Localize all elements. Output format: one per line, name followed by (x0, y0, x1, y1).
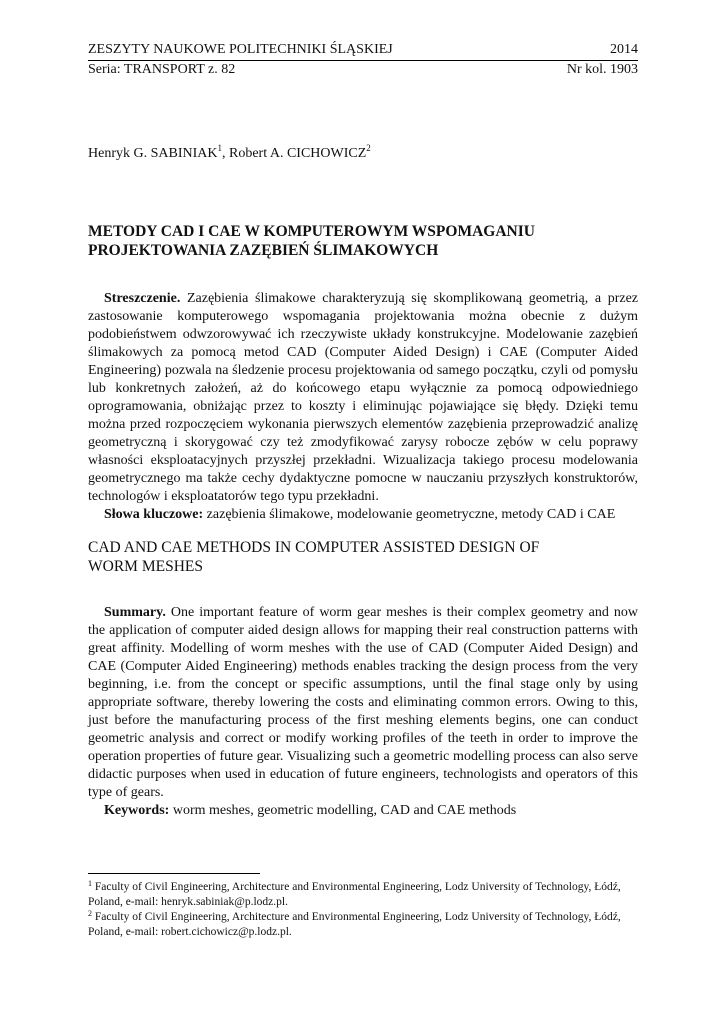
title-polish-line-1: METODY CAD I CAE W KOMPUTEROWYM WSPOMAGANIU (88, 223, 535, 240)
footnote-2 (88, 910, 638, 940)
keywords-english-text: worm meshes, geometric modelling, CAD and CAE methods (172, 803, 517, 818)
title-english-line-1: CAD AND CAE METHODS IN COMPUTER ASSISTED DESIGN OF (88, 539, 540, 556)
running-header-top (88, 42, 638, 58)
journal-series: Seria: TRANSPORT z. 82 (88, 62, 236, 77)
title-polish (88, 222, 638, 260)
author-2: Robert A. CICHOWICZ (229, 146, 367, 161)
author-separator: , (222, 146, 229, 161)
footnote-1-text: Faculty of Civil Engineering, Architecture and Environmental Engineering, Lodz University of Technology, Łódź, Poland, e-mail: henryk.sabiniak@p.lodz.pl. (88, 881, 621, 908)
abstract-polish-body (88, 290, 638, 506)
author-line (88, 143, 371, 162)
author-2-footnote-mark: 2 (366, 143, 371, 153)
keywords-english (88, 802, 638, 820)
abstract-polish (88, 290, 638, 524)
abstract-english-body (88, 604, 638, 802)
footnote-1 (88, 880, 638, 910)
keywords-english-label: Keywords: (104, 803, 170, 818)
abstract-english-text: One important feature of worm gear meshes is their complex geometry and now the application of computer aided design allows for mapping their real construction patterns with great affinity. Modelling of worm meshes with the use of CAD (Computer Aided Design) and CAE (Computer Aided Engineering) methods enables tracking the design process from the very beginning, i.e. from the concept or specific assumptions, until the final stage only by using appropriate software, thereby lowering the costs and eliminating common errors. Owing to this, just before the manufacturing process of the first meshing elements begins, one can conduct geometric analysis and correct or modify working profiles of the teeth in order to improve the operation properties of future gear. Visualizing such a geometric modelling process can also serve didactic purposes when used in education of future engineers, technologists and operators of this type of gears. (88, 605, 639, 800)
footnotes (88, 880, 638, 940)
footnote-2-text: Faculty of Civil Engineering, Architecture and Environmental Engineering, Lodz University of Technology, Łódź, Poland, e-mail: robert.cichowicz@p.lodz.pl. (88, 911, 621, 938)
keywords-polish-text: zazębienia ślimakowe, modelowanie geometryczne, metody CAD i CAE (206, 507, 616, 522)
title-english (88, 538, 638, 576)
journal-number: Nr kol. 1903 (566, 62, 638, 77)
keywords-polish-label: Słowa kluczowe: (104, 507, 204, 522)
header-rule (88, 60, 638, 61)
title-polish-line-2: PROJEKTOWANIA ZAZĘBIEŃ ŚLIMAKOWYCH (88, 242, 439, 259)
abstract-polish-label: Streszczenie. (104, 291, 181, 306)
journal-year: 2014 (610, 42, 638, 57)
title-english-line-2: WORM MESHES (88, 558, 203, 575)
footnote-2-mark: 2 (88, 909, 92, 918)
abstract-polish-text: Zazębienia ślimakowe charakteryzują się skomplikowaną geometrią, a przez zastosowanie komputerowego wspomagania projektowania można obecnie z dużym podobieństwem odwzorowywać ich rzeczywiste układy konstrukcyjne. Modelowanie zazębień ślimakowych za pomocą metod CAD (Computer Aided Design) i CAE (Computer Aided Engineering) pozwala na śledzenie procesu projektowania od samego początku, czyli od pomysłu lub konkretnych założeń, aż do końcowego etapu wyłącznie za pomocą odpowiedniego oprogramowania, obniżając przez to koszty i eliminując pojawiające się błędy. Dzięki temu można przed rozpoczęciem wykonania pierwszych elementów zazębienia przeprowadzić analizę geometryczną i skorygować czy też zmodyfikować zarysy robocze zębów w celu poprawy własności eksploatacyjnych przyszłej przekładni. Wizualizacja takiego procesu modelowania geometrycznego ma także cechy dydaktyczne pomocne w nauczaniu przyszłych konstruktorów, technologów i eksploatatorów tego typu przekładni. (88, 291, 639, 504)
abstract-english (88, 604, 638, 820)
journal-name: ZESZYTY NAUKOWE POLITECHNIKI ŚLĄSKIEJ (88, 42, 393, 57)
running-header-bottom (88, 62, 638, 78)
footnote-rule (88, 873, 260, 874)
author-1: Henryk G. SABINIAK (88, 146, 218, 161)
footnote-1-mark: 1 (88, 879, 92, 888)
abstract-english-label: Summary. (104, 605, 166, 620)
author-1-footnote-mark: 1 (217, 143, 222, 153)
keywords-polish (88, 506, 638, 524)
